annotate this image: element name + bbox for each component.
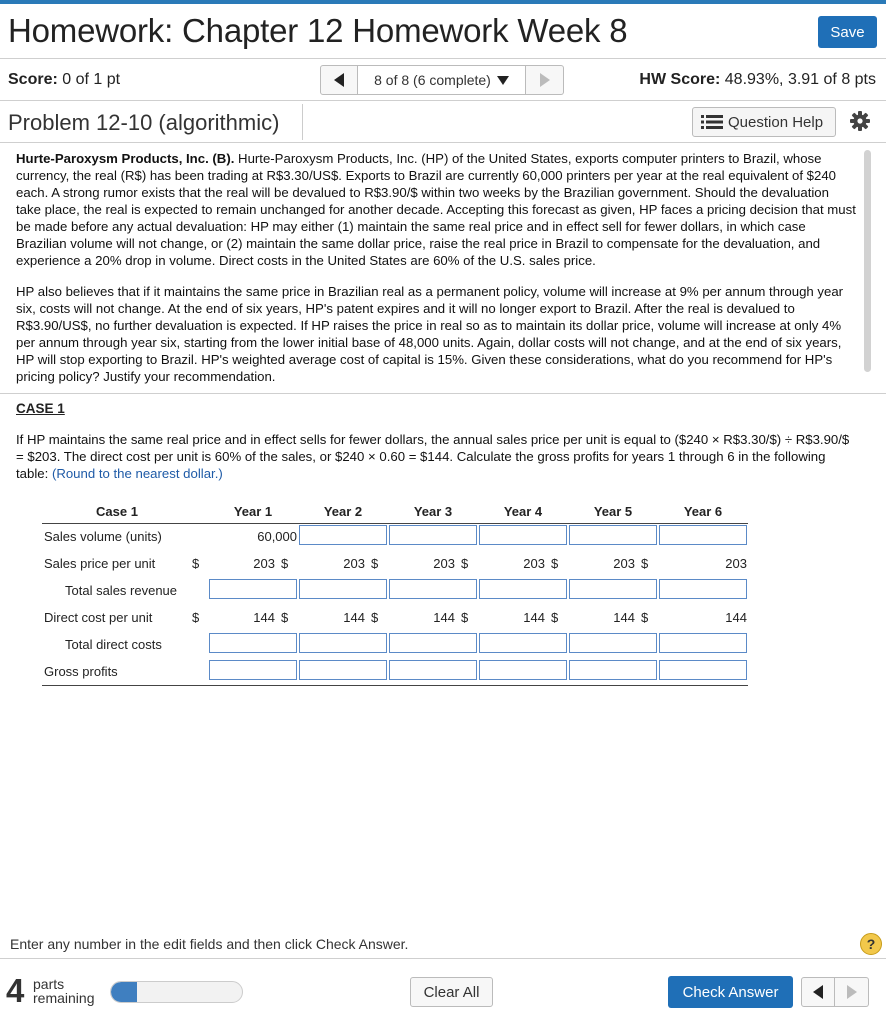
table-row	[42, 604, 748, 631]
year-header: Year 6	[658, 501, 748, 523]
currency-symbol: $	[281, 556, 289, 571]
answer-input[interactable]	[569, 660, 657, 680]
input-cell	[298, 523, 388, 550]
hw-score-label: HW Score:	[639, 71, 721, 88]
input-cell	[388, 523, 478, 550]
case-heading: CASE 1	[16, 401, 65, 416]
divider	[0, 142, 886, 143]
year-header: Year 2	[298, 501, 388, 523]
table-row	[42, 658, 748, 685]
question-nav	[320, 65, 564, 95]
row-label: Direct cost per unit	[44, 610, 153, 625]
input-cell	[388, 631, 478, 658]
input-cell	[298, 577, 388, 604]
case-text: If HP maintains the same real price and in effect sells for fewer dollars, the annual sales price per unit is equal to ($240 × R$3.30/$) ÷ R$3.90/$ = $203. The direct cost per unit is 60% of the sales, or $240 × 0.60 = $144. Calculate the gross profits for years 1 through 6 in the following table:	[16, 432, 850, 481]
year-header: Year 1	[208, 501, 298, 523]
answer-input[interactable]	[479, 633, 567, 653]
currency-symbol: $	[641, 556, 649, 571]
parts-label-line: remaining	[33, 990, 95, 1006]
table-row	[42, 550, 748, 577]
answer-input[interactable]	[479, 579, 567, 599]
caret-down-icon	[497, 76, 509, 85]
answer-input[interactable]	[389, 579, 477, 599]
cost-value: 144	[343, 610, 365, 625]
title-separator	[302, 104, 303, 140]
cost-cell	[208, 604, 298, 631]
input-cell	[298, 631, 388, 658]
input-cell	[568, 577, 658, 604]
currency-symbol: $	[371, 610, 379, 625]
row-label: Total direct costs	[65, 637, 162, 652]
currency-symbol: $	[641, 610, 649, 625]
input-cell	[388, 577, 478, 604]
price-cell	[478, 550, 568, 577]
row-label: Sales price per unit	[44, 556, 156, 571]
next-question-button[interactable]	[835, 977, 869, 1007]
table-row	[42, 631, 748, 658]
score	[8, 71, 120, 89]
price-value: 203	[433, 556, 455, 571]
clear-all-button[interactable]: Clear All	[410, 977, 493, 1007]
row-label: Total sales revenue	[65, 583, 178, 598]
statement-heading: Hurte-Paroxysm Products, Inc. (B).	[16, 151, 235, 166]
currency-symbol: $	[192, 610, 200, 625]
input-cell	[388, 658, 478, 685]
input-cell	[208, 658, 298, 685]
input-cell	[658, 658, 748, 685]
divider	[0, 100, 886, 101]
top-accent-bar	[0, 0, 886, 4]
input-cell	[208, 631, 298, 658]
answer-input[interactable]	[659, 660, 747, 680]
score-label: Score:	[8, 71, 58, 88]
statement-text: Hurte-Paroxysm Products, Inc. (HP) of the United States, exports computer printers to Brazil, whose currency, the real (R$) has been trading at R$3.30/US$. Exports to Brazil are currently 60,000 printers per year at the real equivalent of $240 each. A strong rumor exists that the real will be devalued to R$3.90/$ within two weeks by the Brazilian government. Should the devaluation take place, the real is expected to remain unchanged for another decade. Accepting this forecast as given, HP faces a pricing decision that must be made before any actual devaluation: HP may either (1) maintain the same real price and in effect sell for fewer dollars, in which case Brazilian volume will not change, or (2) maintain the same dollar price, raise the real price in Brazil to compensate for the devaluation, and experience a 20% drop in volume. Direct costs in the United States are 60% of the U.S. sales price.	[16, 151, 856, 268]
parts-label-line: parts	[33, 976, 65, 992]
answer-input[interactable]	[389, 525, 477, 545]
input-cell	[658, 577, 748, 604]
question-help-button[interactable]	[692, 107, 836, 137]
year-header: Year 4	[478, 501, 568, 523]
gross-profit-table	[42, 501, 748, 686]
check-answer-button[interactable]: Check Answer	[668, 976, 793, 1008]
input-cell	[478, 658, 568, 685]
year-header: Year 5	[568, 501, 658, 523]
currency-symbol: $	[461, 556, 469, 571]
previous-question-button[interactable]	[801, 977, 835, 1007]
list-icon	[701, 114, 723, 130]
currency-symbol: $	[551, 610, 559, 625]
row-label: Gross profits	[42, 658, 192, 685]
price-value: 203	[613, 556, 635, 571]
answer-input[interactable]	[659, 525, 747, 545]
price-cell	[298, 550, 388, 577]
answer-input[interactable]	[569, 579, 657, 599]
bottom-question-nav	[801, 977, 869, 1007]
answer-input[interactable]	[569, 525, 657, 545]
answer-input[interactable]	[569, 633, 657, 653]
answer-input[interactable]	[209, 633, 297, 653]
parts-progress-bar	[110, 981, 243, 1003]
input-cell	[298, 658, 388, 685]
answer-input[interactable]	[479, 660, 567, 680]
currency-symbol: $	[371, 556, 379, 571]
table-corner-header: Case 1	[42, 501, 192, 523]
help-icon[interactable]: ?	[860, 933, 882, 955]
next-question-button[interactable]	[526, 65, 564, 95]
sales-volume-year1: 60,000	[257, 529, 297, 545]
currency-symbol: $	[461, 610, 469, 625]
hw-score	[639, 71, 876, 89]
caret-right-icon	[540, 73, 550, 87]
caret-left-icon	[813, 985, 823, 999]
question-selector[interactable]	[358, 65, 526, 95]
instruction-text: Enter any number in the edit fields and then click Check Answer.	[10, 936, 409, 952]
gear-icon	[849, 110, 871, 132]
input-cell	[478, 631, 568, 658]
year-header: Year 3	[388, 501, 478, 523]
caret-right-icon	[847, 985, 857, 999]
previous-question-button[interactable]	[320, 65, 358, 95]
currency-symbol: $	[551, 556, 559, 571]
save-button[interactable]: Save	[818, 16, 877, 48]
score-value: 0 of 1 pt	[62, 71, 121, 88]
input-cell	[568, 631, 658, 658]
statement-paragraph: HP also believes that if it maintains the same price in Brazilian real as a permanent policy, volume will increase at 9% per annum through year six, costs will not change. At the end of six years, HP's patent expires and it will no longer export to Brazil. After the real is devalued to R$3.90/US$, no further devaluation is expected. If HP raises the price in real so as to maintain its dollar price, volume will increase at only 4% per annum through year six, starting from the lower initial base of 48,000 units. Again, dollar costs will not change, and at the end of six years, HP will stop exporting to Brazil. HP's weighted average cost of capital is 15%. Given these considerations, what do you recommend for HP's pricing policy? Justify your recommendation.	[16, 284, 844, 384]
answer-input[interactable]	[299, 660, 387, 680]
cost-cell	[478, 604, 568, 631]
divider	[0, 58, 886, 59]
cost-cell	[388, 604, 478, 631]
problem-title: Problem 12-10 (algorithmic)	[8, 110, 280, 135]
hw-score-value: 48.93%, 3.91 of 8 pts	[724, 71, 876, 88]
parts-remaining-label	[33, 977, 94, 1005]
problem-statement	[16, 150, 856, 393]
answer-input[interactable]	[389, 660, 477, 680]
input-cell	[478, 523, 568, 550]
parts-remaining-count: 4	[6, 972, 25, 1009]
answer-input[interactable]	[209, 660, 297, 680]
question-position: 8 of 8 (6 complete)	[374, 72, 491, 88]
input-cell	[568, 658, 658, 685]
settings-button[interactable]	[849, 110, 871, 137]
question-help-label: Question Help	[728, 113, 824, 131]
input-cell	[478, 577, 568, 604]
answer-input[interactable]	[479, 525, 567, 545]
price-cell	[568, 550, 658, 577]
page-title: Homework: Chapter 12 Homework Week 8	[8, 12, 628, 49]
price-value: 203	[523, 556, 545, 571]
cost-value: 144	[613, 610, 635, 625]
currency-symbol: $	[192, 556, 200, 571]
answer-input[interactable]	[209, 579, 297, 599]
round-note: (Round to the nearest dollar.)	[51, 466, 223, 481]
answer-input[interactable]	[299, 633, 387, 653]
input-cell	[568, 523, 658, 550]
caret-left-icon	[334, 73, 344, 87]
cost-value: 144	[433, 610, 455, 625]
input-cell	[208, 577, 298, 604]
case-instructions	[16, 431, 856, 482]
currency-symbol: $	[281, 610, 289, 625]
price-cell	[388, 550, 478, 577]
cost-value: 144	[523, 610, 545, 625]
price-cell	[208, 550, 298, 577]
cost-value: 144	[725, 610, 747, 625]
price-cell	[658, 550, 748, 577]
cost-cell	[568, 604, 658, 631]
table-row	[42, 523, 748, 550]
progress-fill	[111, 982, 137, 1002]
table-row	[42, 577, 748, 604]
input-cell	[658, 631, 748, 658]
answer-input[interactable]	[659, 579, 747, 599]
price-value: 203	[343, 556, 365, 571]
cost-cell	[658, 604, 748, 631]
answer-input[interactable]	[659, 633, 747, 653]
answer-input[interactable]	[299, 579, 387, 599]
divider	[0, 393, 886, 394]
statement-scrollbar[interactable]	[864, 150, 871, 372]
answer-input[interactable]	[299, 525, 387, 545]
answer-input[interactable]	[389, 633, 477, 653]
input-cell	[658, 523, 748, 550]
statement-paragraph	[16, 150, 856, 269]
cost-value: 144	[253, 610, 275, 625]
row-label: Sales volume (units)	[44, 529, 162, 545]
price-value: 203	[725, 556, 747, 571]
divider	[0, 958, 886, 959]
price-value: 203	[253, 556, 275, 571]
cost-cell	[298, 604, 388, 631]
